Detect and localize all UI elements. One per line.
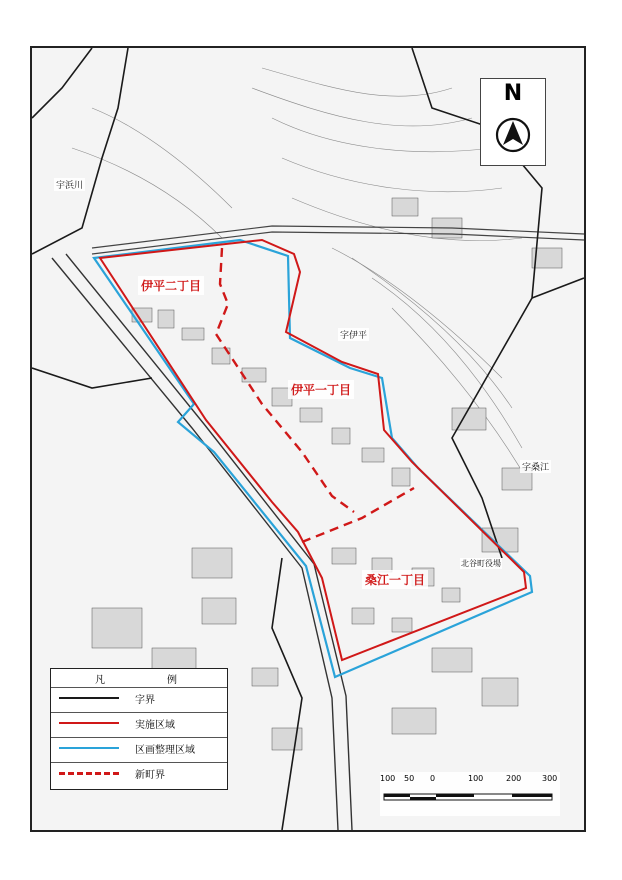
legend-title-right: 例 (167, 675, 177, 686)
legend-swatch-new-town-boundary (59, 772, 119, 775)
legend-row-readjustment-area (51, 737, 227, 758)
north-indicator (480, 78, 546, 166)
legend-swatch-readjustment-area (59, 747, 119, 749)
legend-label-new-town-boundary: 新町界 (135, 770, 165, 781)
scale-tick-label: 0 (430, 774, 436, 783)
legend-row-aza-boundary (51, 687, 227, 708)
scale-tick-label: 100 (380, 774, 396, 783)
map-frame[interactable] (30, 46, 586, 832)
legend-label-implementation-area: 実施区域 (135, 720, 175, 731)
legend-label-aza-boundary: 字界 (135, 695, 155, 706)
north-arrow-icon (481, 107, 545, 167)
aza-label-kuwae: 字桑江 (520, 460, 551, 473)
legend-label-readjustment-area: 区画整理区域 (135, 745, 195, 756)
district-label-kuwae-1chome: 桑江一丁目 (362, 570, 428, 589)
scale-tick-label: 300 (542, 774, 558, 783)
aza-label-ihei: 字伊平 (338, 328, 369, 341)
aza-label-hamagawa: 宇浜川 (54, 178, 85, 191)
facility-label-town-hall: 北谷町役場 (461, 559, 501, 568)
scale-bar-graphic (380, 788, 560, 808)
legend-row-implementation-area (51, 712, 227, 733)
legend-row-new-town-boundary (51, 762, 227, 783)
scale-bar (380, 772, 560, 816)
map-legend (50, 668, 228, 790)
district-label-ihei-2chome: 伊平二丁目 (138, 276, 204, 295)
scale-tick-label: 100 (468, 774, 484, 783)
scale-tick-label: 200 (506, 774, 522, 783)
north-letter: N (503, 81, 523, 106)
legend-swatch-implementation-area (59, 722, 119, 724)
legend-swatch-aza-boundary (59, 697, 119, 699)
district-label-ihei-1chome: 伊平一丁目 (288, 380, 354, 399)
scale-tick-label: 50 (404, 774, 415, 783)
legend-title-left: 凡 (95, 675, 105, 686)
